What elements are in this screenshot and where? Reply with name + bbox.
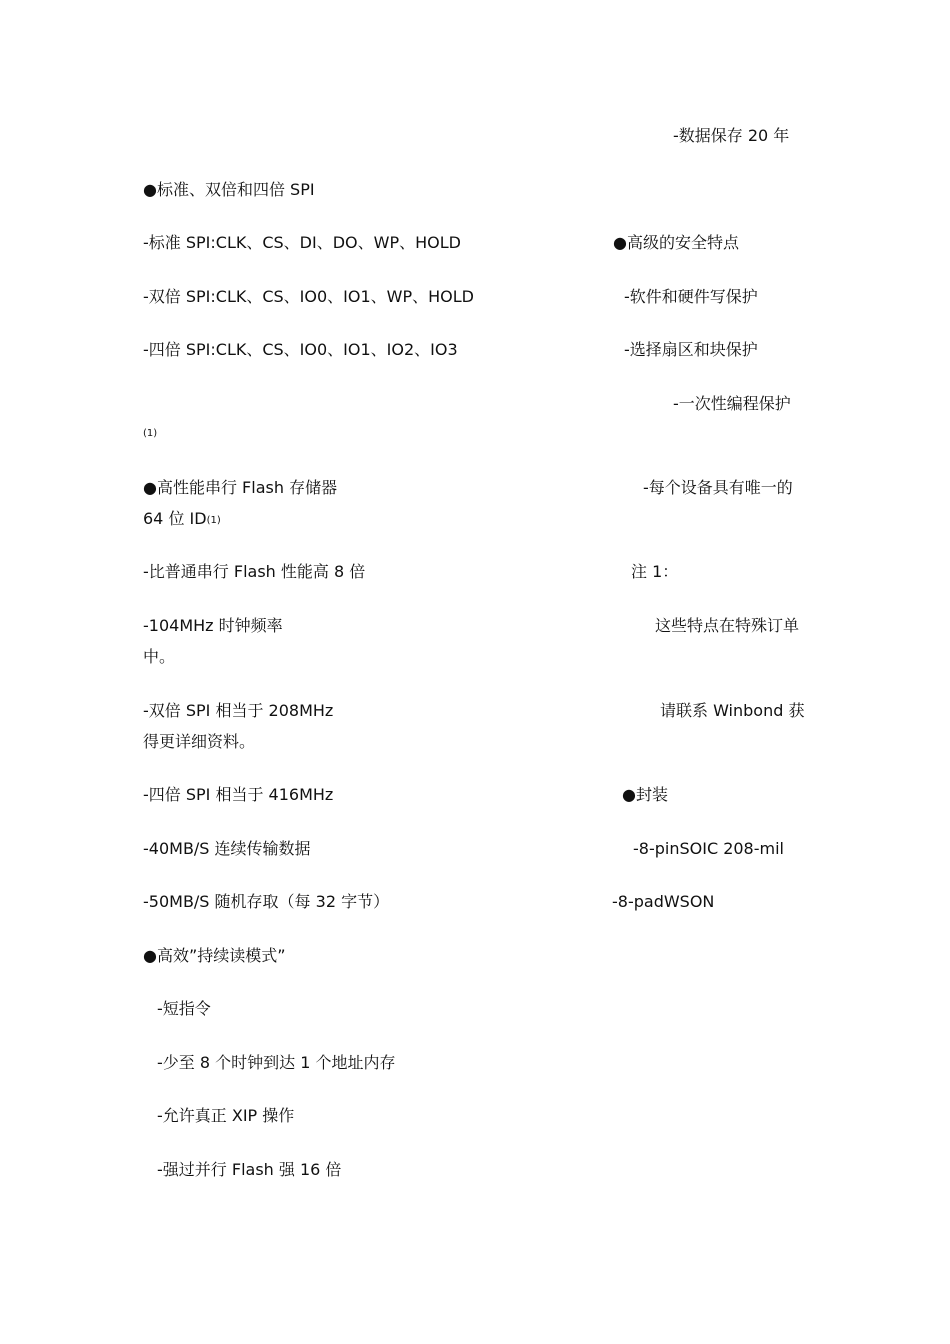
note-text-line2: 中。 <box>143 647 176 666</box>
continuous-read-heading: ●高效”持续读模式” <box>143 946 286 965</box>
footnote-mark: (1) <box>143 428 158 439</box>
performance-104mhz-text: -104MHz 时钟频率 <box>143 616 283 635</box>
security-heading: ●高级的安全特点 <box>613 233 739 252</box>
package-heading: ●封装 <box>622 785 668 804</box>
note-text-line1: 这些特点在特殊订单 <box>655 616 800 635</box>
contact-text-line1: 请联系 Winbond 获 <box>660 701 805 720</box>
unique-id-footnote: (1) <box>206 515 221 526</box>
continuous-clocks-text: -少至 8 个时钟到达 1 个地址内存 <box>157 1053 396 1072</box>
package-wson-text: -8-padWSON <box>612 892 715 911</box>
performance-dual-text: -双倍 SPI 相当于 208MHz <box>143 701 334 720</box>
data-retention-text: -数据保存 20 年 <box>673 126 790 145</box>
note-label: 注 1： <box>631 562 679 581</box>
security-sector-protect-text: -选择扇区和块保护 <box>624 340 758 359</box>
performance-8x-text: -比普通串行 Flash 性能高 8 倍 <box>143 562 366 581</box>
security-otp-text: -一次性编程保护 <box>673 394 791 413</box>
performance-quad-text: -四倍 SPI 相当于 416MHz <box>143 785 334 804</box>
performance-40mbs-text: -40MB/S 连续传输数据 <box>143 839 311 858</box>
contact-text-line2: 得更详细资料。 <box>143 732 256 751</box>
performance-heading: ●高性能串行 Flash 存储器 <box>143 478 338 497</box>
continuous-short-cmd-text: -短指令 <box>157 999 211 1018</box>
continuous-16x-text: -强过并行 Flash 强 16 倍 <box>157 1160 342 1179</box>
performance-50mbs-text: -50MB/S 随机存取（每 32 字节） <box>143 892 390 911</box>
spi-dual-text: -双倍 SPI:CLK、CS、IO0、IO1、WP、HOLD <box>143 287 474 306</box>
package-soic-text: -8-pinSOIC 208-mil <box>633 839 784 858</box>
unique-id-text-line1: -每个设备具有唯一的 <box>643 478 793 497</box>
security-write-protect-text: -软件和硬件写保护 <box>624 287 758 306</box>
spi-quad-text: -四倍 SPI:CLK、CS、IO0、IO1、IO2、IO3 <box>143 340 458 359</box>
continuous-xip-text: -允许真正 XIP 操作 <box>157 1106 295 1125</box>
spi-standard-text: -标准 SPI:CLK、CS、DI、DO、WP、HOLD <box>143 233 461 252</box>
spi-heading: ●标准、双倍和四倍 SPI <box>143 180 315 199</box>
unique-id-text-line2: 64 位 ID(1) <box>143 509 221 528</box>
